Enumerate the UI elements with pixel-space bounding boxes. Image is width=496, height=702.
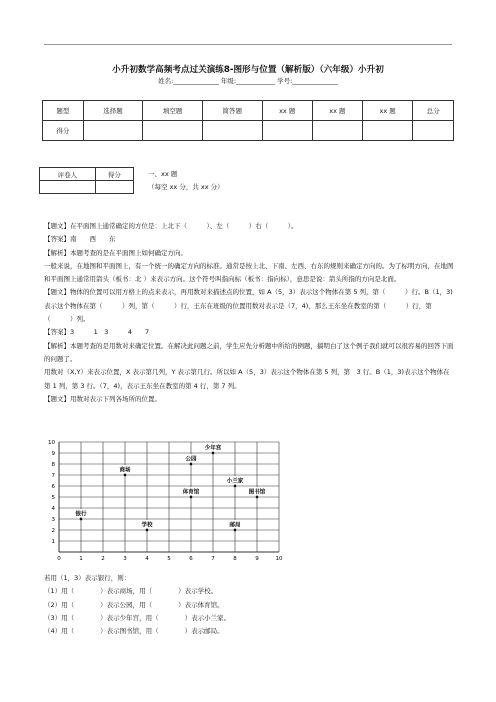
x-tick-label: 2	[101, 556, 105, 562]
y-tick-label: 9	[51, 451, 55, 457]
grader-label: 评卷人	[40, 168, 96, 181]
x-tick-label: 6	[189, 556, 193, 562]
question-body	[44, 220, 456, 406]
place-label: 少年宫	[204, 445, 222, 452]
q1-analysis-detail: 一般来说，在地图和平面图上，有一个统一的确定方向的标准。通常是按上北、下南、左西、右东的规则来确定方向的。为了标明方向，在地图和平面图上通常用箭头（板书：北 ）来表示方向。这个符号叫指向标（板书：指向标），意思是说：箭头所指的方向是北面。	[44, 261, 454, 284]
score-header-cell: 总分	[413, 101, 454, 121]
place-label: 体育馆	[182, 489, 200, 496]
grader-cell	[40, 181, 96, 194]
score-header-cell: 题型	[43, 101, 84, 121]
score-table	[42, 100, 454, 141]
place-point	[80, 518, 83, 521]
q3-item: （3）用（ ）表示少年宫，用（ ）表示小兰家。	[44, 613, 231, 622]
y-tick-label: 3	[51, 517, 55, 523]
q3-item: （4）用（ ）表示图书馆，用（ ）表示邮局。	[44, 627, 224, 636]
score-cell	[143, 121, 203, 141]
x-tick-label: 4	[145, 556, 149, 562]
y-tick-label: 1	[51, 539, 55, 545]
y-tick-label: 10	[48, 440, 55, 446]
q3-intro: 若用（1，3）表示银行，则：	[44, 574, 131, 582]
x-tick-label: 8	[233, 556, 237, 562]
coordinate-map	[45, 436, 283, 564]
y-tick-label: 7	[51, 473, 55, 479]
y-tick-label: 6	[51, 484, 55, 490]
score-row-label: 得分	[43, 121, 84, 141]
place-label: 公园	[185, 456, 197, 463]
x-tick-label: 1	[79, 556, 83, 562]
q3-item: （2）用（ ）表示公园，用（ ）表示体育馆。	[44, 600, 224, 609]
score-header-cell: xx 题	[262, 101, 312, 121]
place-point	[256, 496, 259, 499]
q2-analysis-detail: 用数对（X,Y）来表示位置，X 表示第几列，Y 表示第几行。所以如 A（5，3）表示这个物体在第 5 列，第 3 行。B（1，3)表示这个物体在第 1 列，第 3 行。（7，4)，表示王东坐在教室的第 4 行，第 7 列。	[44, 368, 450, 390]
score-cell	[413, 121, 454, 141]
section-heading: 一、xx 题	[148, 170, 178, 178]
place-label: 学校	[141, 522, 153, 529]
q1-answer: 【答案】南 西 东	[44, 235, 116, 244]
grader-score-label: 得分	[95, 168, 133, 181]
place-label: 商场	[119, 467, 131, 474]
score-table-score-row	[43, 121, 454, 141]
place-label: 图书馆	[248, 489, 266, 496]
grader-cell	[95, 181, 133, 194]
student-info-line: 姓名:______________ 年级:____________ 学号:______________	[158, 77, 338, 85]
q3-item: （1）用（ ）表示商场，用（ ）表示学校。	[44, 587, 218, 596]
grader-table	[39, 167, 134, 194]
q1-analysis: 【解析】本题考查的是在平面图上如何确定方向。	[44, 248, 187, 257]
section-header	[148, 168, 224, 194]
score-header-cell: 填空题	[143, 101, 203, 121]
place-point	[234, 485, 237, 488]
score-cell	[202, 121, 262, 141]
score-header-cell: 简答题	[202, 101, 262, 121]
place-label: 邮局	[229, 522, 241, 529]
score-table-header-row	[43, 101, 454, 121]
place-point	[190, 463, 193, 466]
place-point	[146, 529, 149, 532]
x-tick-label: 3	[123, 556, 127, 562]
q2-question: 【题文】物体的位置可以用方格上的点来表示，再用数对来描述点的位置，如 A（5，3）表示这个物体在第 5 列，第（ ）行。B（1，3)表示这个物体在第（ ）列，第（ ）行，王东在班级的位置用数对表示是（7，4)，那么王东坐在教室的第（ ）行，第（ ）列。	[44, 288, 453, 324]
header-rule	[44, 44, 452, 45]
q2-answer: 【答案】3 1 3 4 7	[44, 328, 150, 337]
y-tick-label: 2	[51, 528, 55, 534]
y-tick-label: 4	[51, 506, 55, 512]
section-subheading: （每空 xx 分，共 xx 分）	[148, 183, 224, 191]
score-header-cell: xx 题	[312, 101, 362, 121]
q3-subquestions	[44, 572, 230, 638]
x-tick-label: 7	[211, 556, 215, 562]
x-tick-label: 10	[275, 556, 283, 562]
place-point	[124, 474, 127, 477]
place-point	[190, 496, 193, 499]
x-tick-label: 0	[57, 556, 61, 562]
q3-question: 【题文】用数对表示下列各场所的位置。	[44, 394, 161, 403]
x-tick-label: 9	[255, 556, 259, 562]
place-label: 小兰家	[226, 478, 244, 485]
score-cell	[363, 121, 413, 141]
q2-analysis: 【解析】本题考查的是用数对来确定位置。在解决此问题之前，学生应先分析题中所给的例题，搞明白了这个例子我们就可以很容易的回答下面的问题了。	[44, 341, 454, 363]
score-header-cell: 选择题	[83, 101, 143, 121]
q1-question: 【题文】在平面图上通常确定的方位是：上北下（ ）、左（ ）右（ ）。	[44, 222, 298, 230]
place-point	[234, 529, 237, 532]
place-point	[212, 452, 215, 455]
score-cell	[312, 121, 362, 141]
y-tick-label: 5	[51, 495, 55, 501]
score-cell	[83, 121, 143, 141]
page-title: 小升初数学高频考点过关演练8-图形与位置（解析版）（六年级）小升初	[112, 65, 384, 75]
y-tick-label: 8	[51, 462, 55, 468]
score-header-cell: xx 题	[363, 101, 413, 121]
x-tick-label: 5	[167, 556, 171, 562]
score-cell	[262, 121, 312, 141]
place-label: 银行	[75, 511, 87, 518]
